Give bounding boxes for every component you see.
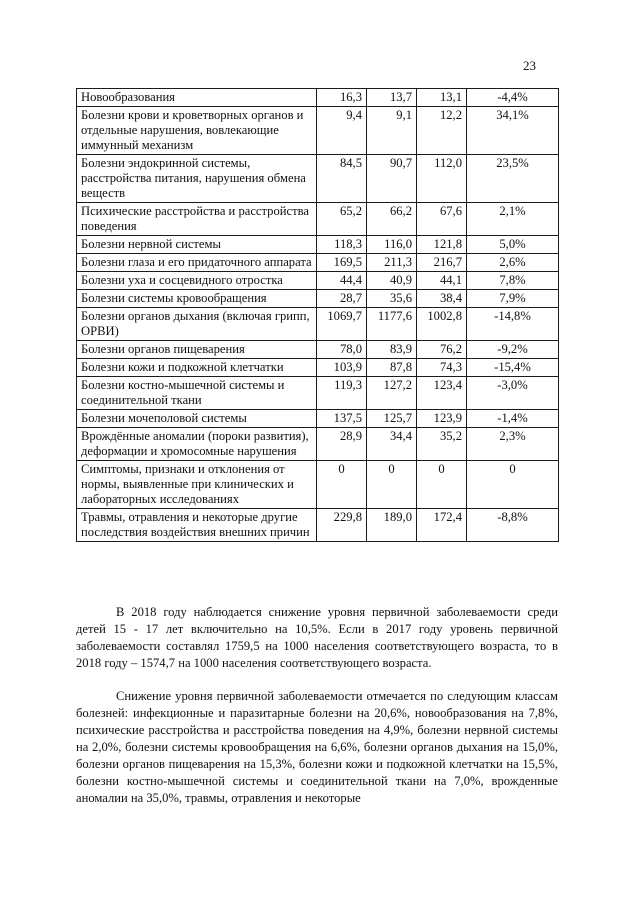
value-2018-cell: 216,7 bbox=[417, 254, 467, 272]
disease-name-cell: Болезни органов пищеварения bbox=[77, 341, 317, 359]
value-2016-cell: 28,9 bbox=[317, 428, 367, 461]
value-2016-cell: 1069,7 bbox=[317, 308, 367, 341]
value-2018-cell: 13,1 bbox=[417, 89, 467, 107]
value-2017-cell: 35,6 bbox=[367, 290, 417, 308]
value-2016-cell: 44,4 bbox=[317, 272, 367, 290]
value-2018-cell: 44,1 bbox=[417, 272, 467, 290]
disease-name-cell: Новообразования bbox=[77, 89, 317, 107]
change-cell: 5,0% bbox=[467, 236, 559, 254]
change-cell: 2,6% bbox=[467, 254, 559, 272]
disease-name-cell: Болезни системы кровообращения bbox=[77, 290, 317, 308]
value-2018-cell: 38,4 bbox=[417, 290, 467, 308]
value-2016-cell: 28,7 bbox=[317, 290, 367, 308]
value-2018-cell: 172,4 bbox=[417, 509, 467, 542]
disease-name-cell: Симптомы, признаки и отклонения от нормы, выявленные при клинических и лабораторных исследованиях bbox=[77, 461, 317, 509]
value-2017-cell: 90,7 bbox=[367, 155, 417, 203]
table-row bbox=[77, 509, 559, 542]
value-2018-cell: 121,8 bbox=[417, 236, 467, 254]
disease-name-cell: Болезни глаза и его придаточного аппарата bbox=[77, 254, 317, 272]
value-2016-cell: 0 bbox=[317, 461, 367, 509]
value-2018-cell: 112,0 bbox=[417, 155, 467, 203]
table-row bbox=[77, 203, 559, 236]
table-row bbox=[77, 308, 559, 341]
change-cell: 23,5% bbox=[467, 155, 559, 203]
change-cell: -4,4% bbox=[467, 89, 559, 107]
value-2017-cell: 116,0 bbox=[367, 236, 417, 254]
value-2017-cell: 13,7 bbox=[367, 89, 417, 107]
table-row bbox=[77, 428, 559, 461]
disease-name-cell: Болезни эндокринной системы, расстройства питания, нарушения обмена веществ bbox=[77, 155, 317, 203]
change-cell: 0 bbox=[467, 461, 559, 509]
disease-incidence-table bbox=[76, 88, 559, 542]
value-2016-cell: 9,4 bbox=[317, 107, 367, 155]
value-2017-cell: 125,7 bbox=[367, 410, 417, 428]
disease-name-cell: Болезни органов дыхания (включая грипп, ОРВИ) bbox=[77, 308, 317, 341]
value-2017-cell: 1177,6 bbox=[367, 308, 417, 341]
value-2018-cell: 123,4 bbox=[417, 377, 467, 410]
disease-name-cell: Врождённые аномалии (пороки развития), деформации и хромосомные нарушения bbox=[77, 428, 317, 461]
value-2018-cell: 123,9 bbox=[417, 410, 467, 428]
value-2017-cell: 66,2 bbox=[367, 203, 417, 236]
change-cell: -3,0% bbox=[467, 377, 559, 410]
value-2016-cell: 119,3 bbox=[317, 377, 367, 410]
value-2018-cell: 74,3 bbox=[417, 359, 467, 377]
value-2016-cell: 78,0 bbox=[317, 341, 367, 359]
change-cell: -1,4% bbox=[467, 410, 559, 428]
table-row bbox=[77, 341, 559, 359]
change-cell: 2,1% bbox=[467, 203, 559, 236]
change-cell: 2,3% bbox=[467, 428, 559, 461]
change-cell: -9,2% bbox=[467, 341, 559, 359]
disease-name-cell: Болезни кожи и подкожной клетчатки bbox=[77, 359, 317, 377]
disease-name-cell: Болезни мочеполовой системы bbox=[77, 410, 317, 428]
value-2017-cell: 87,8 bbox=[367, 359, 417, 377]
value-2018-cell: 1002,8 bbox=[417, 308, 467, 341]
table-row bbox=[77, 290, 559, 308]
disease-name-cell: Травмы, отравления и некоторые другие последствия воздействия внешних причин bbox=[77, 509, 317, 542]
table-row bbox=[77, 107, 559, 155]
change-cell: 7,9% bbox=[467, 290, 559, 308]
value-2017-cell: 127,2 bbox=[367, 377, 417, 410]
table-row bbox=[77, 254, 559, 272]
value-2017-cell: 189,0 bbox=[367, 509, 417, 542]
disease-name-cell: Болезни крови и кроветворных органов и отдельные нарушения, вовлекающие иммунный механизм bbox=[77, 107, 317, 155]
value-2016-cell: 16,3 bbox=[317, 89, 367, 107]
paragraph-disease-classes: Снижение уровня первичной заболеваемости отмечается по следующим классам болезней: инфекционные и паразитарные болезни на 20,6%, новообразования на 7,8%, психические расстройства и расстройства поведения на 4,9%, болезни нервной системы на 2,0%, болезни системы кровообращения на 6,6%, болезни органов дыхания на 15,0%, болезни органов пищеварения на 15,3%, болезни кожи и подкожной клетчатки на 15,5%, болезни костно-мышечной системы и соединительной ткани на 7,0%, врожденные аномалии на 35,0%, травмы, отравления и некоторые bbox=[76, 689, 558, 805]
value-2016-cell: 229,8 bbox=[317, 509, 367, 542]
table-row bbox=[77, 461, 559, 509]
value-2017-cell: 0 bbox=[367, 461, 417, 509]
disease-name-cell: Психические расстройства и расстройства поведения bbox=[77, 203, 317, 236]
disease-name-cell: Болезни костно-мышечной системы и соединительной ткани bbox=[77, 377, 317, 410]
value-2016-cell: 118,3 bbox=[317, 236, 367, 254]
table-row bbox=[77, 236, 559, 254]
paragraph-incidence-decrease: В 2018 году наблюдается снижение уровня первичной заболеваемости среди детей 15 - 17 лет включительно на 10,5%. Если в 2017 году уровень первичной заболеваемости составлял 1759,5 на 1000 населения соответствующего возраста, то в 2018 году – 1574,7 на 1000 населения соответствующего возраста. bbox=[76, 605, 558, 670]
value-2018-cell: 67,6 bbox=[417, 203, 467, 236]
value-2016-cell: 169,5 bbox=[317, 254, 367, 272]
value-2017-cell: 40,9 bbox=[367, 272, 417, 290]
change-cell: -8,8% bbox=[467, 509, 559, 542]
change-cell: 7,8% bbox=[467, 272, 559, 290]
value-2016-cell: 103,9 bbox=[317, 359, 367, 377]
value-2016-cell: 84,5 bbox=[317, 155, 367, 203]
change-cell: -15,4% bbox=[467, 359, 559, 377]
table-row bbox=[77, 359, 559, 377]
disease-name-cell: Болезни нервной системы bbox=[77, 236, 317, 254]
value-2018-cell: 76,2 bbox=[417, 341, 467, 359]
value-2017-cell: 211,3 bbox=[367, 254, 417, 272]
value-2018-cell: 0 bbox=[417, 461, 467, 509]
value-2017-cell: 83,9 bbox=[367, 341, 417, 359]
change-cell: -14,8% bbox=[467, 308, 559, 341]
table-row bbox=[77, 89, 559, 107]
value-2017-cell: 9,1 bbox=[367, 107, 417, 155]
table-body bbox=[77, 89, 559, 542]
page-number: 23 bbox=[523, 58, 536, 73]
table-row bbox=[77, 272, 559, 290]
table-row bbox=[77, 155, 559, 203]
value-2017-cell: 34,4 bbox=[367, 428, 417, 461]
change-cell: 34,1% bbox=[467, 107, 559, 155]
value-2016-cell: 137,5 bbox=[317, 410, 367, 428]
value-2018-cell: 35,2 bbox=[417, 428, 467, 461]
disease-name-cell: Болезни уха и сосцевидного отростка bbox=[77, 272, 317, 290]
value-2016-cell: 65,2 bbox=[317, 203, 367, 236]
table-row bbox=[77, 377, 559, 410]
value-2018-cell: 12,2 bbox=[417, 107, 467, 155]
table-row bbox=[77, 410, 559, 428]
